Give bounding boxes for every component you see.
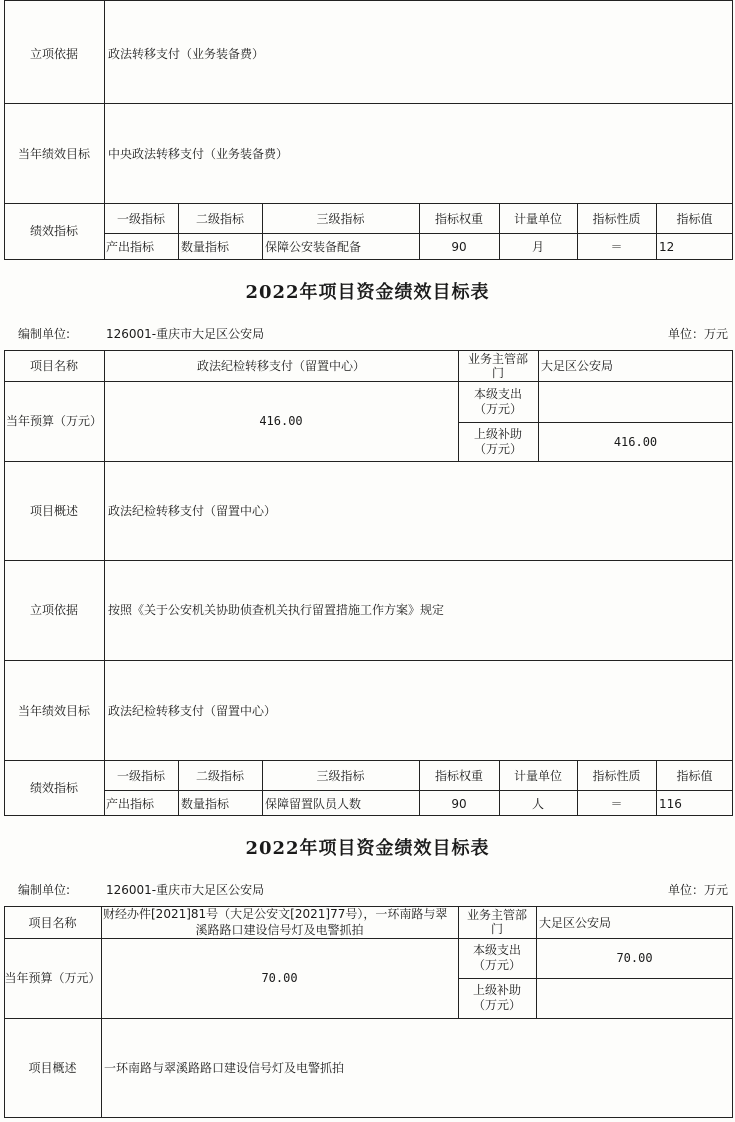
local-value: 70.00 <box>616 951 653 965</box>
row-nature: ＝ <box>610 797 623 811</box>
unit-value: 126001-重庆市大足区公安局 <box>106 883 265 897</box>
unit-value: 126001-重庆市大足区公安局 <box>106 327 265 341</box>
upper-value: 416.00 <box>613 435 658 449</box>
header-weight: 指标权重 <box>434 212 483 226</box>
basis-label: 立项依据 <box>29 47 78 61</box>
section-title: 2022年项目资金绩效目标表 <box>245 838 490 859</box>
header-unit: 计量单位 <box>513 212 562 226</box>
row-weight: 90 <box>451 240 467 254</box>
row-level3: 保障留置队员人数 <box>265 797 362 811</box>
local-label: 本级支出 <box>473 387 522 401</box>
grid-line <box>4 103 733 104</box>
header-nature: 指标性质 <box>592 212 641 226</box>
upper-label-cont: （万元） <box>472 998 521 1012</box>
budget-label: 当年预算（万元） <box>4 971 101 985</box>
upper-label: 上级补助 <box>473 427 522 441</box>
indicator-label: 绩效指标 <box>29 224 78 238</box>
row-level1: 产出指标 <box>106 240 155 254</box>
grid-line <box>4 1018 733 1019</box>
grid-line <box>4 560 733 561</box>
dept-label-cont: 门 <box>491 366 504 380</box>
basis-label: 立项依据 <box>29 603 78 617</box>
header-level2: 二级指标 <box>195 212 244 226</box>
header-unit: 计量单位 <box>513 769 562 783</box>
grid-line <box>458 978 733 979</box>
currency-label: 单位：万元 <box>668 327 729 341</box>
upper-label: 上级补助 <box>472 983 521 997</box>
currency-label: 单位：万元 <box>668 883 729 897</box>
header-value: 指标值 <box>676 212 713 226</box>
row-value: 116 <box>659 797 682 811</box>
row-level2: 数量指标 <box>181 240 230 254</box>
basis-text: 政法转移支付（业务装备费） <box>108 47 265 61</box>
local-label-cont: （万元） <box>472 958 521 972</box>
dept-value: 大足区公安局 <box>541 359 614 373</box>
unit-label: 编制单位: <box>18 883 71 897</box>
header-value: 指标值 <box>676 769 713 783</box>
row-level2: 数量指标 <box>181 797 230 811</box>
header-level2: 二级指标 <box>195 769 244 783</box>
grid-line <box>4 760 733 761</box>
section-title: 2022年项目资金绩效目标表 <box>245 282 490 303</box>
indicator-label: 绩效指标 <box>29 781 78 795</box>
overview-text: 政法纪检转移支付（留置中心） <box>108 504 277 518</box>
local-label: 本级支出 <box>472 943 521 957</box>
row-unit: 月 <box>531 240 544 254</box>
header-level1: 一级指标 <box>116 769 165 783</box>
header-weight: 指标权重 <box>434 769 483 783</box>
budget-label: 当年预算（万元） <box>5 414 102 428</box>
overview-label: 项目概述 <box>29 504 78 518</box>
row-value: 12 <box>659 240 675 254</box>
local-label-cont: （万元） <box>473 402 522 416</box>
dept-label: 业务主管部 <box>466 908 527 922</box>
budget-value: 416.00 <box>259 414 303 428</box>
project-label: 项目名称 <box>28 916 77 930</box>
project-label: 项目名称 <box>29 359 78 373</box>
unit-label: 编制单位: <box>18 327 71 341</box>
overview-text: 一环南路与翠溪路路口建设信号灯及电警抓拍 <box>104 1061 345 1075</box>
grid-line <box>4 381 733 382</box>
row-level3: 保障公安装备配备 <box>265 240 362 254</box>
goal-label: 当年绩效目标 <box>17 147 90 161</box>
row-weight: 90 <box>451 797 467 811</box>
row-nature: ＝ <box>610 240 623 254</box>
grid-line <box>4 461 733 462</box>
header-level3: 三级指标 <box>316 769 365 783</box>
project-name-cont: 溪路路口建设信号灯及电警抓拍 <box>195 923 364 937</box>
dept-label-cont: 门 <box>490 922 503 936</box>
row-unit: 人 <box>531 797 544 811</box>
overview-label: 项目概述 <box>28 1061 77 1075</box>
goal-text: 政法纪检转移支付（留置中心） <box>108 704 277 718</box>
grid-line <box>4 203 733 204</box>
goal-text: 中央政法转移支付（业务装备费） <box>108 147 289 161</box>
budget-value: 70.00 <box>261 971 298 985</box>
grid-line <box>4 938 733 939</box>
dept-label: 业务主管部 <box>467 352 528 366</box>
basis-text: 按照《关于公安机关协助侦查机关执行留置措施工作方案》规定 <box>108 603 445 617</box>
grid-line <box>458 422 733 423</box>
row-level1: 产出指标 <box>106 797 155 811</box>
project-name: 政法纪检转移支付（留置中心） <box>196 359 365 373</box>
goal-label: 当年绩效目标 <box>17 704 90 718</box>
header-level1: 一级指标 <box>116 212 165 226</box>
header-nature: 指标性质 <box>592 769 641 783</box>
header-level3: 三级指标 <box>316 212 365 226</box>
project-name: 财经办件[2021]81号（大足公安文[2021]77号），一环南路与翠 <box>103 907 448 921</box>
grid-line <box>4 660 733 661</box>
upper-label-cont: （万元） <box>473 442 522 456</box>
dept-value: 大足区公安局 <box>539 916 612 930</box>
